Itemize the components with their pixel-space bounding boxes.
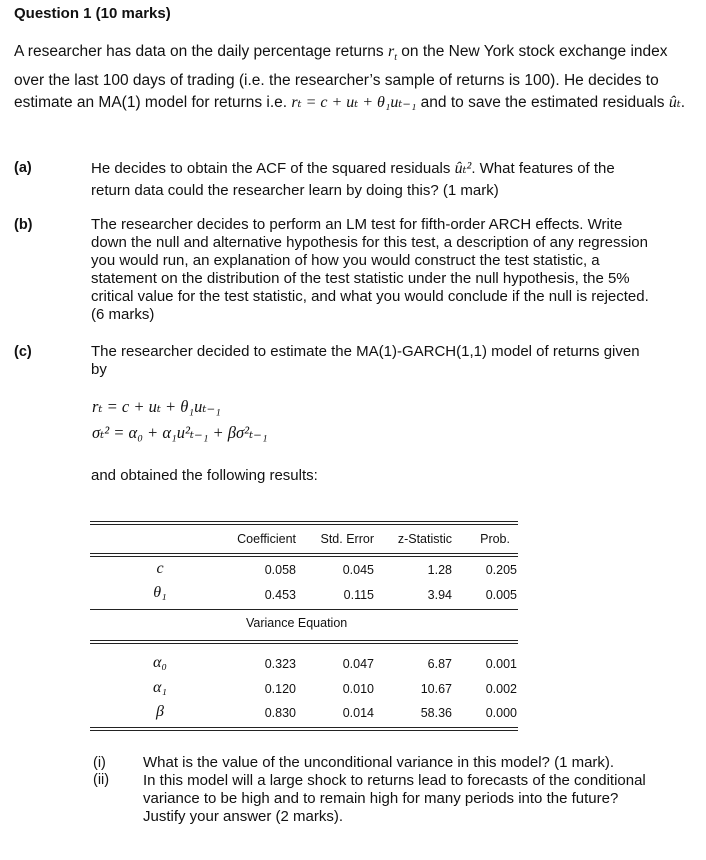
p-beta: 0.000 <box>485 706 517 720</box>
header-prob: Prob. <box>480 532 510 546</box>
z-beta: 58.36 <box>420 706 452 720</box>
subquestion-i-label: (i) <box>93 755 106 771</box>
header-rule <box>90 553 518 554</box>
p-theta1: 0.005 <box>485 588 517 602</box>
se-beta: 0.014 <box>342 706 374 720</box>
header-std-error: Std. Error <box>320 532 374 546</box>
z-alpha0: 6.87 <box>427 657 452 671</box>
coef-beta: 0.830 <box>264 706 296 720</box>
se-theta1: 0.115 <box>343 588 374 602</box>
z-alpha1: 10.67 <box>420 682 452 696</box>
part-c-label: (c) <box>14 344 32 360</box>
table-bottom-rule <box>90 727 518 728</box>
header-coefficient: Coefficient <box>237 532 296 546</box>
subquestion-ii-label: (ii) <box>93 772 110 788</box>
part-b-text: The researcher decides to perform an LM test for fifth-order ARCH effects. Write down the null and alternative hypothesis for this test, a description of any regression you would run, an explanation of how you would construct the test statistic, a statement on the distribution of the test statistic under the null hypothesis, the 5% critical value for the test statistic, and what you would conclude if the null is rejected. (6 marks) <box>91 216 649 323</box>
residual-symbol: ûₜ <box>668 94 681 112</box>
symbol-alpha1: α₁ <box>153 679 167 696</box>
question-title: Question 1 (10 marks) <box>14 5 171 22</box>
symbol-theta1: θ₁ <box>153 584 167 601</box>
intro-text-2: on the New York stock exchange index over the last 100 days of trading (i.e. the researcher’s sample of returns is 100). He decides to estimate an MA(1) model for returns i.e. <box>14 43 668 112</box>
part-c-text: The researcher decided to estimate the MA(1)-GARCH(1,1) model of returns given by <box>91 343 640 378</box>
coef-alpha0: 0.323 <box>264 657 296 671</box>
se-alpha0: 0.047 <box>342 657 374 671</box>
p-alpha1: 0.002 <box>485 682 517 696</box>
header-rule-2 <box>90 556 518 557</box>
question-intro: A researcher has data on the daily percentage returns $r_t$ on the New York stock exchange index over the last 100 days of trading (i.e. the researcher’s sample of returns is 100). He decides to estimate an MA(1) model for returns i.e. rₜ = c + uₜ + θ₁uₜ₋₁ and to save the estimated residuals ûₜ. <box>14 43 686 112</box>
z-c: 1.28 <box>427 563 452 577</box>
se-c: 0.045 <box>342 563 374 577</box>
table-top-rule-2 <box>90 524 518 525</box>
subquestion-i-text: What is the value of the unconditional variance in this model? (1 mark). <box>143 754 615 771</box>
subquestion-ii-text: In this model will a large shock to returns lead to forecasts of the conditional variance to be high and to remain high for many periods into the future? Justify your answer (2 marks). <box>143 772 646 825</box>
coef-theta1: 0.453 <box>264 588 296 602</box>
part-b-label: (b) <box>14 217 33 233</box>
table-top-rule <box>90 521 518 522</box>
inline-model-equation: rₜ = c + uₜ + θ₁uₜ₋₁ <box>291 94 417 112</box>
part-a-text: He decides to obtain the ACF of the squared residuals ûₜ². What features of the return data could the researcher learn by doing this? (1 mark) <box>91 160 615 199</box>
se-alpha1: 0.010 <box>342 682 374 696</box>
z-theta1: 3.94 <box>427 588 452 602</box>
intro-text-1: A researcher has data on the daily percentage returns <box>14 43 388 60</box>
p-alpha0: 0.001 <box>485 657 517 671</box>
variance-equation: σₜ² = α₀ + α₁u²ₜ₋₁ + βσ²ₜ₋₁ <box>92 423 268 442</box>
part-a-label: (a) <box>14 160 32 176</box>
coef-alpha1: 0.120 <box>264 682 296 696</box>
symbol-c: c <box>156 560 164 577</box>
mean-equation: rₜ = c + uₜ + θ₁uₜ₋₁ <box>92 397 221 416</box>
intro-text-3: and to save the estimated residuals <box>416 94 669 112</box>
variance-equation-label: Variance Equation <box>246 616 348 630</box>
header-z-statistic: z-Statistic <box>397 532 452 546</box>
mean-section-rule <box>90 609 518 610</box>
symbol-alpha0: α₀ <box>153 654 167 671</box>
squared-residual-symbol: ûₜ² <box>454 160 472 177</box>
symbol-beta: β <box>156 703 164 720</box>
variance-header-rule-2 <box>90 643 518 644</box>
table-bottom-rule-2 <box>90 730 518 731</box>
returns-symbol: $r_t$ <box>387 43 397 64</box>
p-c: 0.205 <box>485 563 517 577</box>
coef-c: 0.058 <box>264 563 296 577</box>
results-intro: and obtained the following results: <box>91 467 318 484</box>
variance-header-rule <box>90 640 518 641</box>
